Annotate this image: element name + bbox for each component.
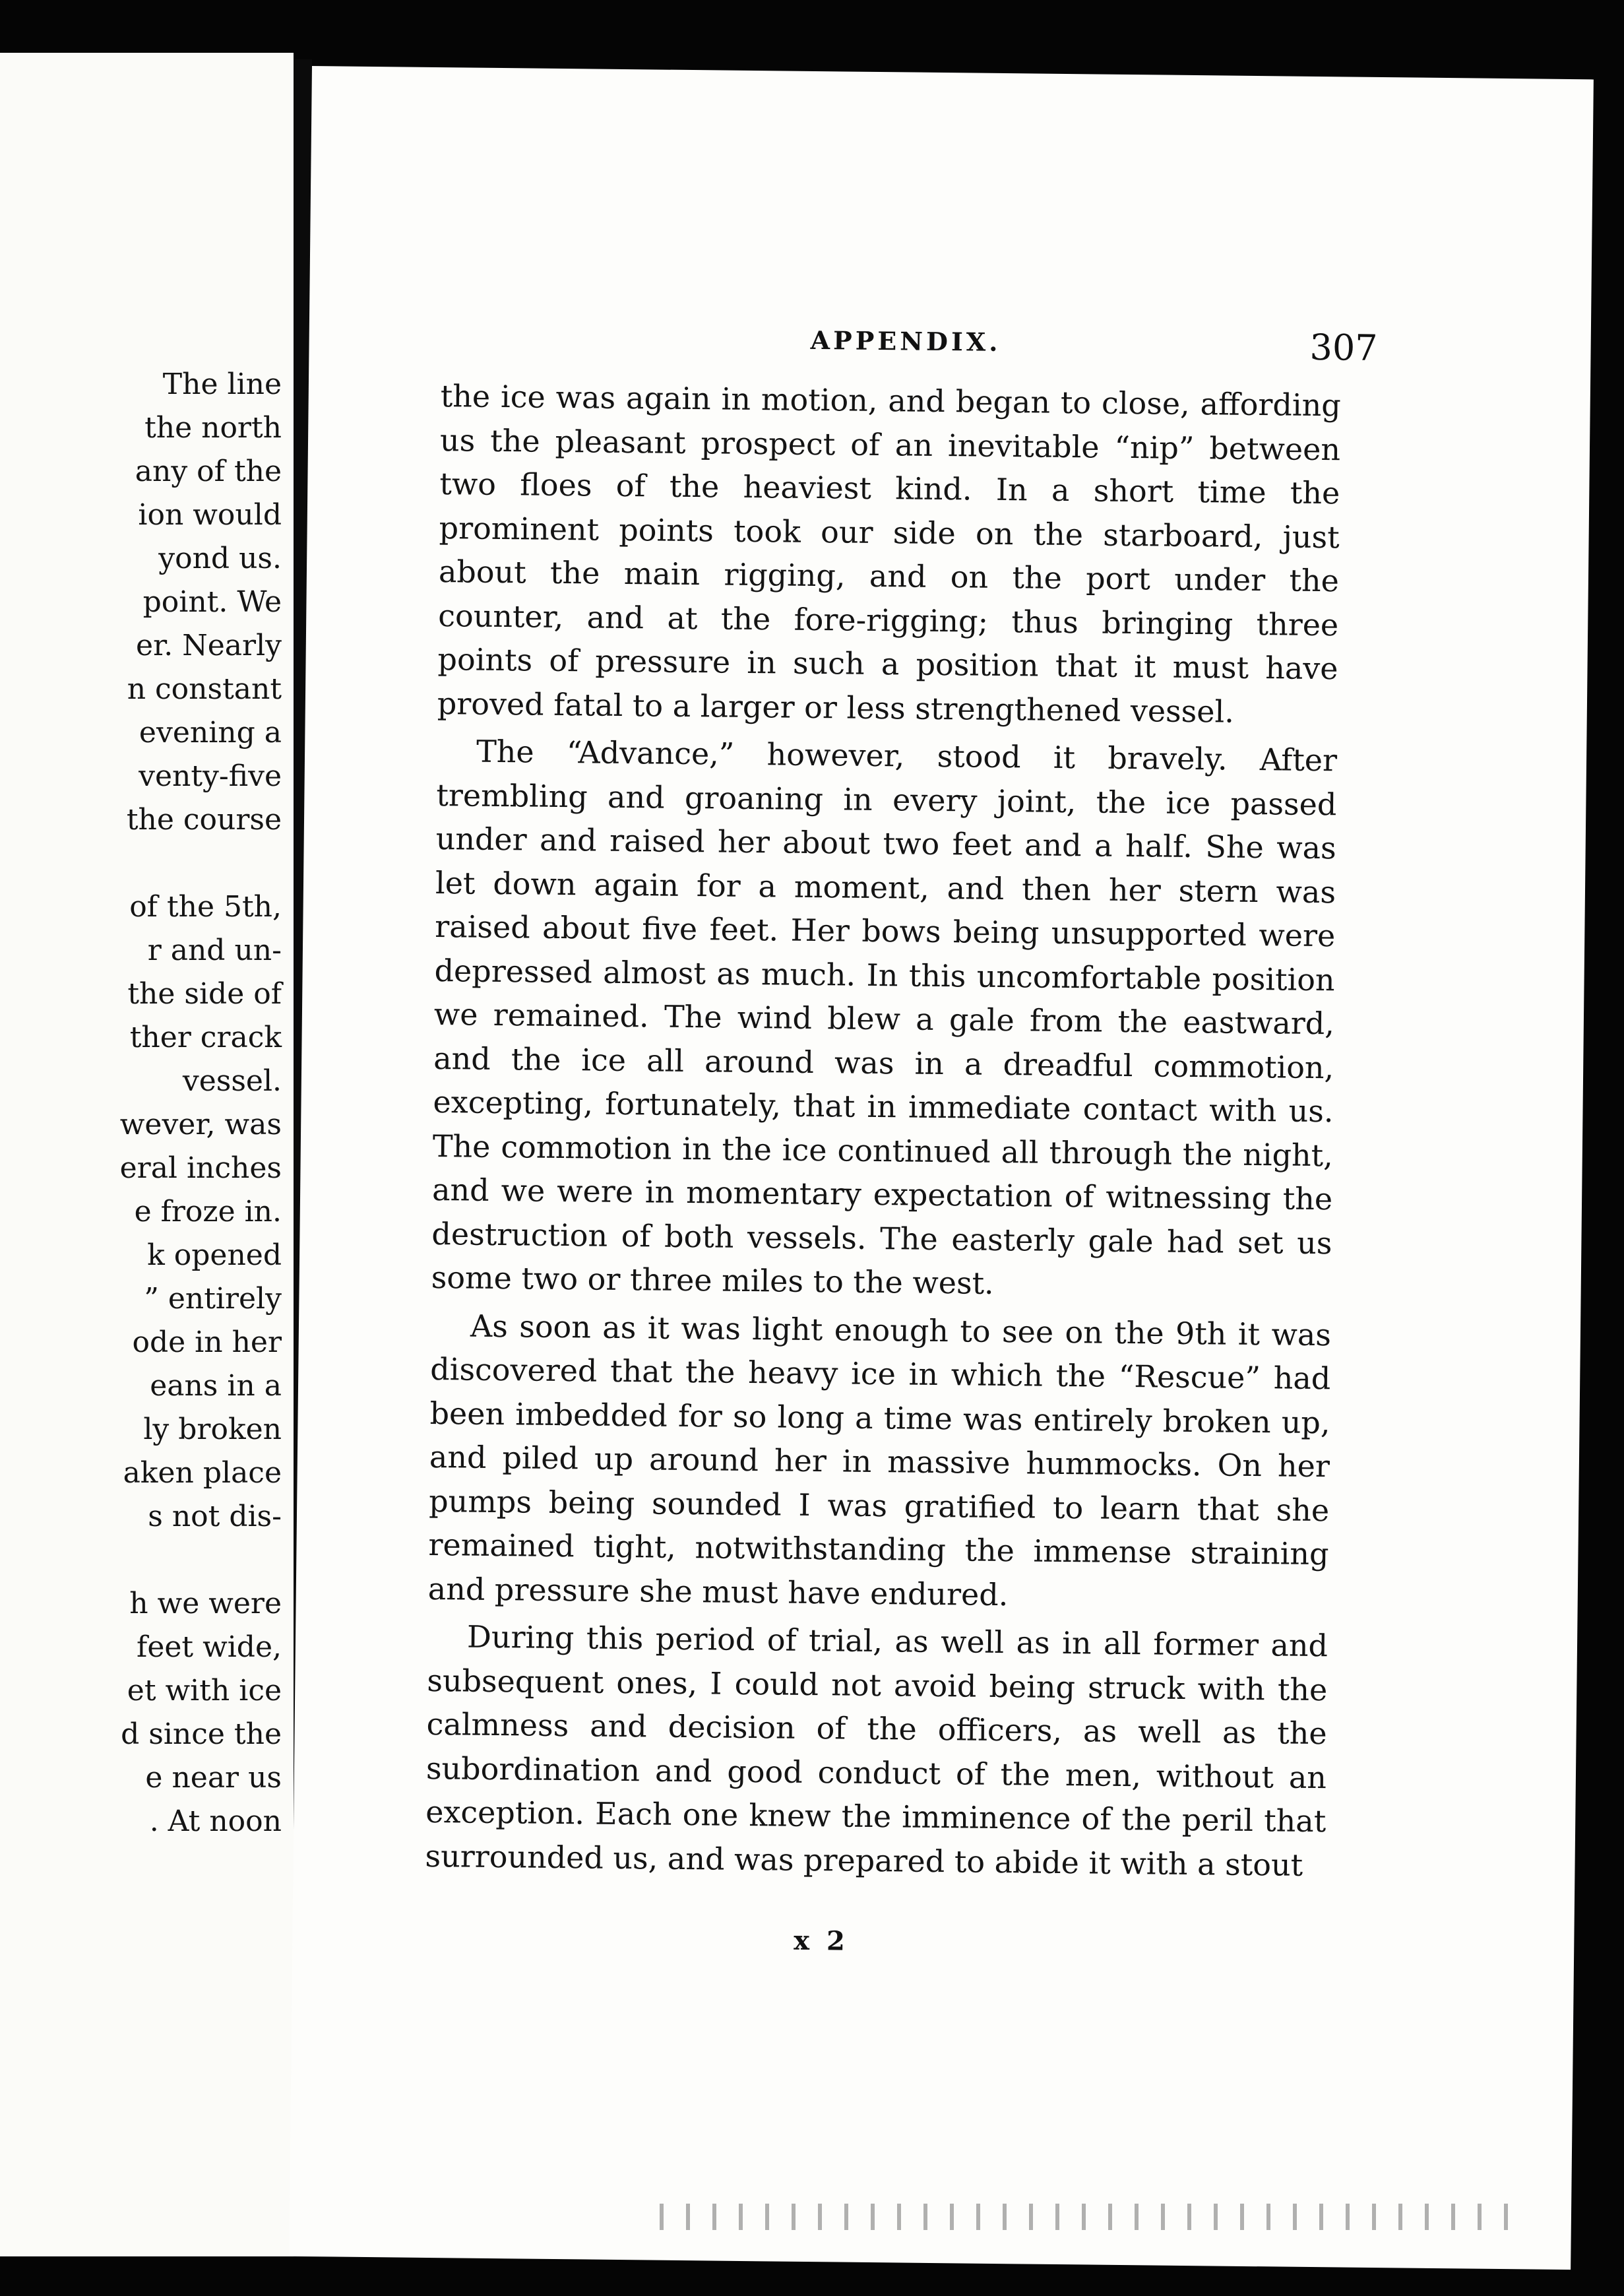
left-page-line: aken place	[123, 1456, 282, 1490]
left-page-line: The line	[162, 367, 282, 401]
signature-mark: x 2	[794, 1925, 850, 1957]
left-page-line: yond us.	[158, 542, 282, 575]
left-page-line: feet wide,	[137, 1630, 282, 1664]
left-page-line: et with ice	[127, 1674, 282, 1707]
left-page-line: ode in her	[132, 1325, 282, 1359]
left-page-line: eans in a	[150, 1369, 282, 1403]
left-page-line: e froze in.	[134, 1195, 282, 1228]
left-page-line: any of the	[135, 455, 282, 488]
left-page-line: point. We	[142, 585, 282, 619]
left-page-line: er. Nearly	[136, 629, 282, 662]
left-page-line: r and un-	[147, 934, 282, 967]
left-page-line: the north	[144, 411, 282, 445]
left-page-line: ” entirely	[144, 1282, 282, 1316]
paragraph-3: As soon as it was light enough to see on the 9th it was discovered that the heavy ice in which the “Rescue” had been imbedded for so long a time was entirely broken up, and piled up around her in massive hummocks. On her pumps being sounded I was gratified to learn that she remained tight, notwithstanding the immense straining and pressure she must have endured.	[427, 1308, 1332, 1612]
left-page-line: k opened	[147, 1238, 282, 1272]
scan-edge-specks	[660, 2204, 1517, 2230]
body-text	[425, 374, 1341, 1891]
left-page-line	[5, 842, 282, 885]
left-facing-page	[0, 53, 294, 2256]
left-page-line: e near us	[145, 1761, 282, 1795]
page-number: 307	[1309, 326, 1378, 369]
paragraph-1: the ice was again in motion, and began to close, affording us the pleasant prospect of an inevitable “nip” between two floes of the heaviest kind. In a short time the prominent points took our side on the starboard, just about the main rigging, and on the port under the counter, and at the fore-rigging; thus bringing three points of pressure in such a position that it must have proved fatal to a larger or less strengthened vessel.	[437, 378, 1341, 730]
left-page-line: h we were	[129, 1587, 282, 1620]
left-page-line: vessel.	[182, 1064, 282, 1098]
running-head: APPENDIX.	[810, 325, 1001, 357]
left-page-line: d since the	[121, 1717, 282, 1751]
left-page-line: eral inches	[119, 1151, 282, 1185]
left-page-line: wever, was	[119, 1108, 282, 1141]
paragraph-4: During this period of trial, as well as in all former and subsequent ones, I could not avoid being struck with the calmness and decision of the officers, as well as the subordination and good conduct of the men, without an exception. Each one knew the imminence of the peril that surrounded us, and was prepared to abide it with a stout	[425, 1618, 1328, 1883]
left-page-line: n constant	[127, 672, 282, 706]
paragraph-2: The “Advance,” however, stood it bravely. After trembling and groaning in every joint, the ice passed under and raised her about two feet and a half. She was let down again for a moment, and then her stern was raised about five feet. Her bows being unsupported were depressed almost as much. In this uncomfortable position we remained. The wind blew a gale from the eastward, and the ice all around was in a dreadful commotion, excepting, fortunately, that in immediate contact with us. The commotion in the ice continued all through the night, and we were in momentary expectation of witnessing the destruction of both vessels. The easterly gale had set us some two or three miles to the west.	[431, 733, 1338, 1301]
left-page-line: evening a	[139, 716, 282, 749]
left-page-line: . At noon	[149, 1804, 282, 1838]
left-page-line: the side of	[127, 977, 282, 1011]
right-page	[289, 66, 1594, 2270]
left-page-line: of the 5th,	[129, 890, 282, 924]
left-page-line: s not dis-	[148, 1500, 282, 1533]
left-page-line: ion would	[138, 498, 282, 532]
left-page-line: ly broken	[143, 1413, 282, 1446]
left-page-text	[5, 363, 282, 1843]
left-page-line	[5, 1539, 282, 1582]
left-page-line: venty-five	[139, 759, 282, 793]
left-page-line: the course	[126, 803, 282, 837]
left-page-line: ther crack	[129, 1021, 282, 1054]
